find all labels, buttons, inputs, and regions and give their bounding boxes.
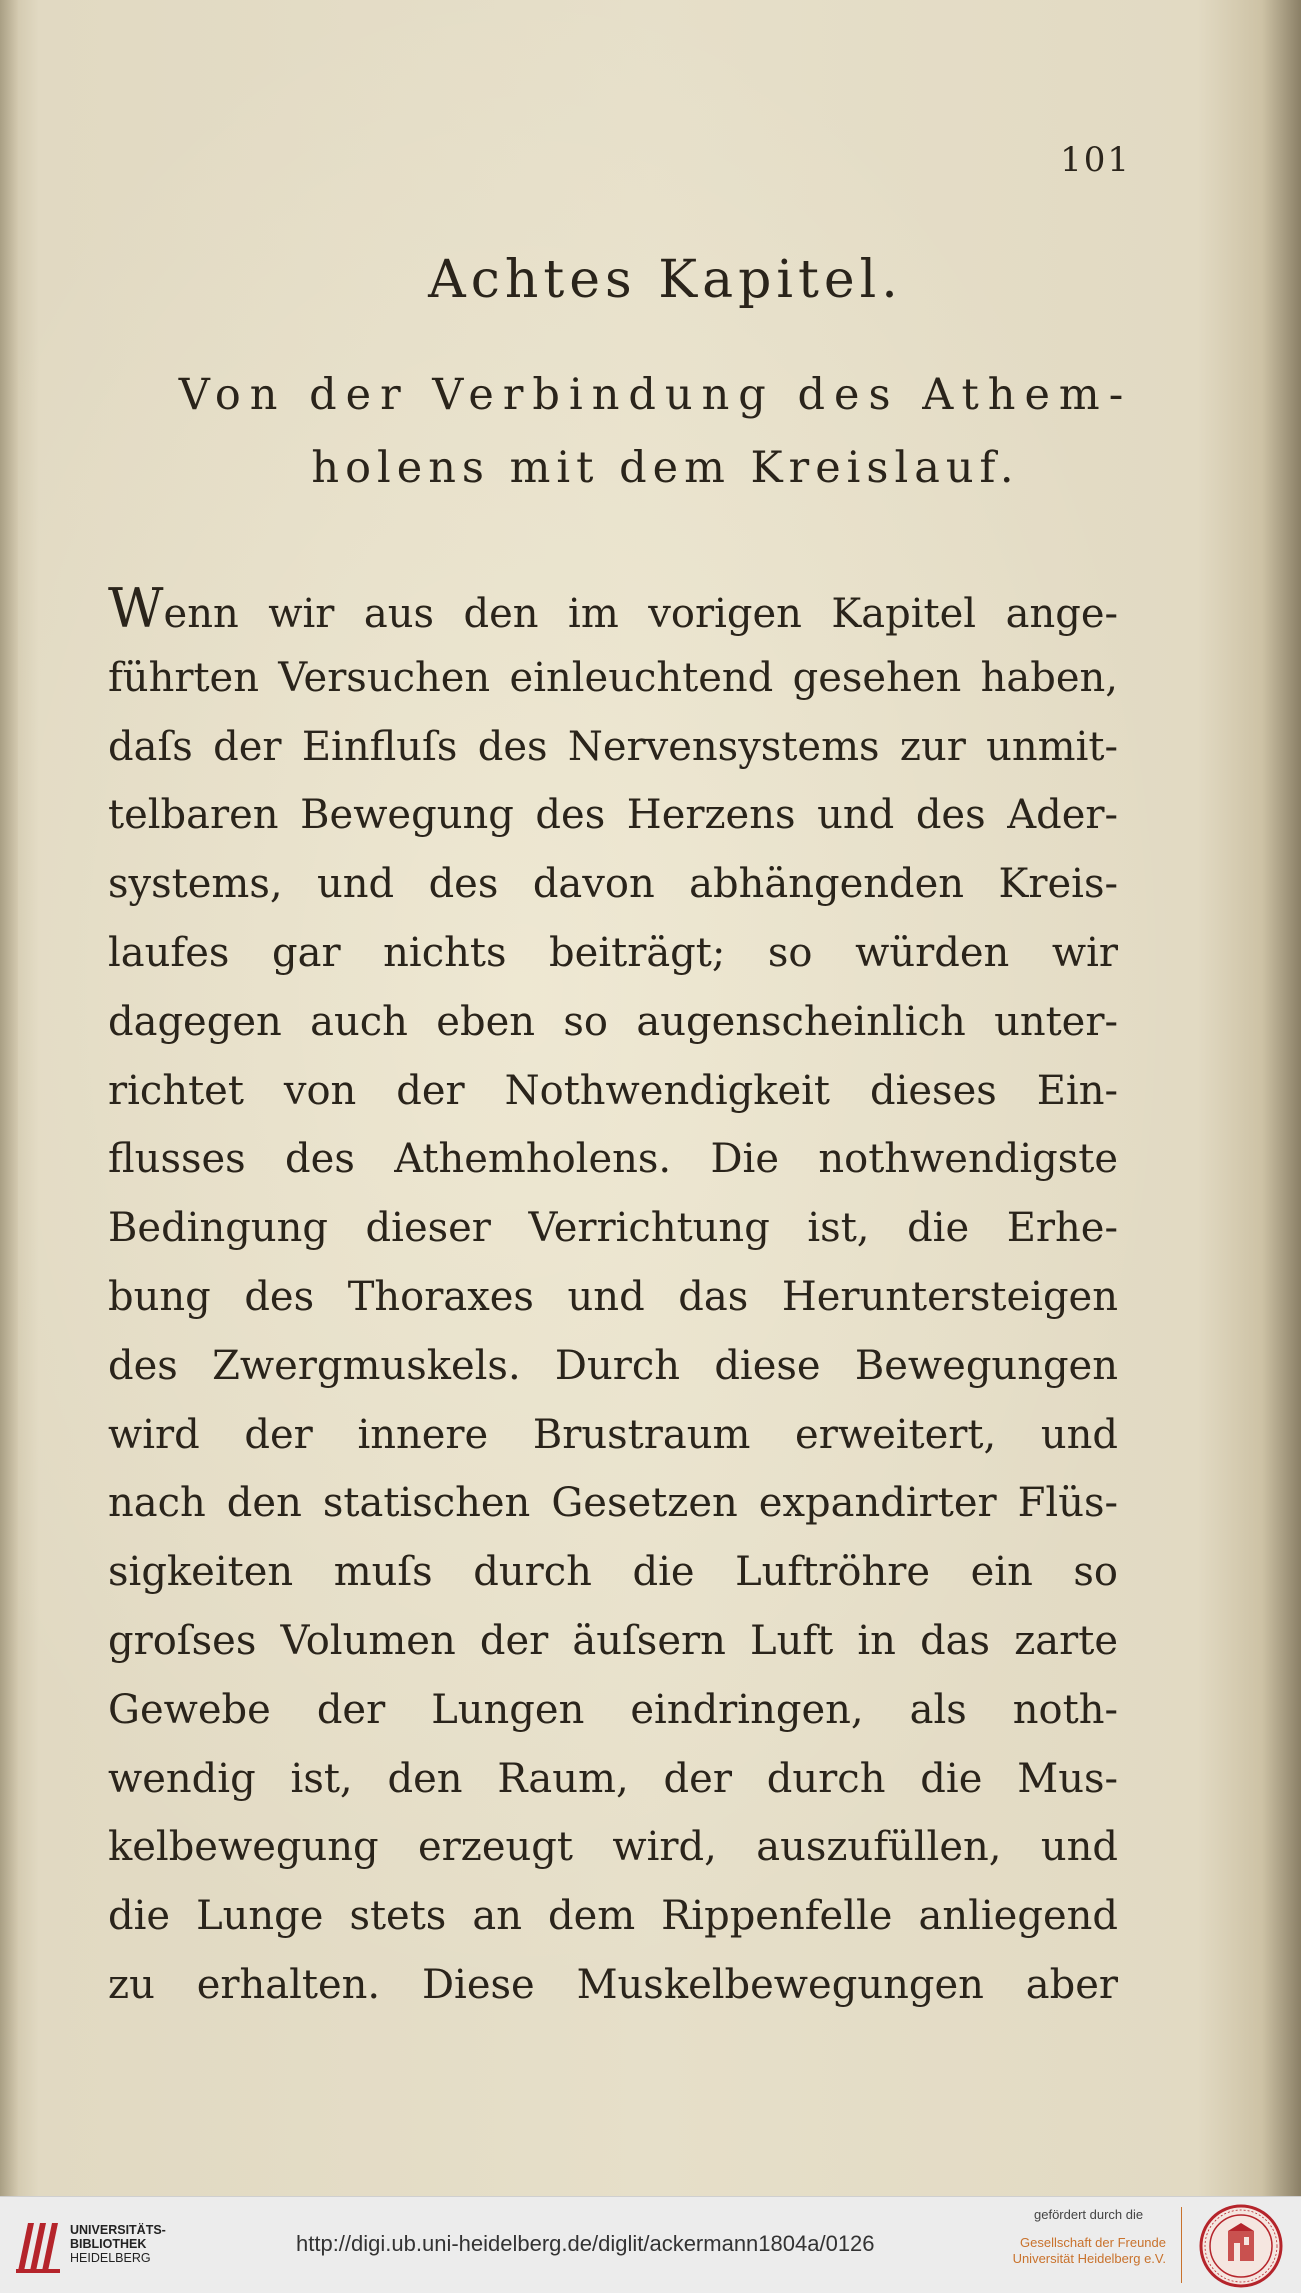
text-line: sigkeiten muſs durch die Luftröhre ein so (108, 1549, 1118, 1596)
text-line: Bedingung dieser Verrichtung ist, die Erhe- (108, 1205, 1118, 1252)
footer-divider (1181, 2207, 1182, 2283)
library-name: UNIVERSITÄTS- BIBLIOTHEK HEIDELBERG (70, 2223, 166, 2265)
viewer-footer (0, 2196, 1301, 2293)
library-logo-icon (14, 2215, 62, 2275)
society-name: Gesellschaft der Freunde Universität Heidelberg e.V. (1012, 2235, 1166, 2266)
text-line: groſses Volumen der äuſsern Luft in das zarte (108, 1617, 1118, 1664)
text-line: Gewebe der Lungen eindringen, als noth- (108, 1686, 1118, 1733)
text-line: führten Versuchen einleuchtend gesehen haben, (108, 654, 1118, 701)
text-line: richtet von der Nothwendigkeit dieses Ein- (108, 1067, 1118, 1114)
page-number: 101 (1060, 140, 1131, 180)
chapter-subtitle-line-1: Von der Verbindung des Athem- (178, 370, 1133, 420)
chapter-title: Achtes Kapitel. (428, 250, 903, 310)
text-line: die Lunge stets an dem Rippenfelle anliegend (108, 1893, 1118, 1940)
body-text (108, 575, 1118, 2020)
text-line: systems, und des davon abhängenden Kreis- (108, 861, 1118, 908)
text-line: daſs der Einfluſs des Nervensystems zur unmit- (108, 723, 1118, 770)
text-line: wendig ist, den Raum, der durch die Mus- (108, 1755, 1118, 1802)
funding-label: gefördert durch die (1034, 2207, 1144, 2222)
text-line: kelbewegung erzeugt wird, auszufüllen, und (108, 1824, 1118, 1871)
text-line: bung des Thoraxes und das Heruntersteigen (108, 1273, 1118, 1320)
university-seal-icon (1198, 2203, 1284, 2289)
text-line: nach den statischen Gesetzen expandirter Flüs- (108, 1480, 1118, 1527)
text-line: dagegen auch eben so augenscheinlich unter- (108, 998, 1118, 1045)
text-line: flusses des Athemholens. Die nothwendigste (108, 1136, 1118, 1183)
permalink-url[interactable]: http://digi.ub.uni-heidelberg.de/diglit/ackermann1804a/0126 (296, 2231, 875, 2256)
text-line: laufes gar nichts beiträgt; so würden wir (108, 929, 1118, 976)
text-line: wird der innere Brustraum erweitert, und (108, 1411, 1118, 1458)
chapter-subtitle-line-2: holens mit dem Kreislauf. (311, 443, 1020, 493)
text-line: Wenn wir aus den im vorigen Kapitel ange- (108, 577, 1118, 640)
text-line: telbaren Bewegung des Herzens und des Ader- (108, 792, 1118, 839)
text-line: zu erhalten. Diese Muskelbewegungen aber (108, 1961, 1118, 2008)
text-line: des Zwergmuskels. Durch diese Bewegungen (108, 1342, 1118, 1389)
